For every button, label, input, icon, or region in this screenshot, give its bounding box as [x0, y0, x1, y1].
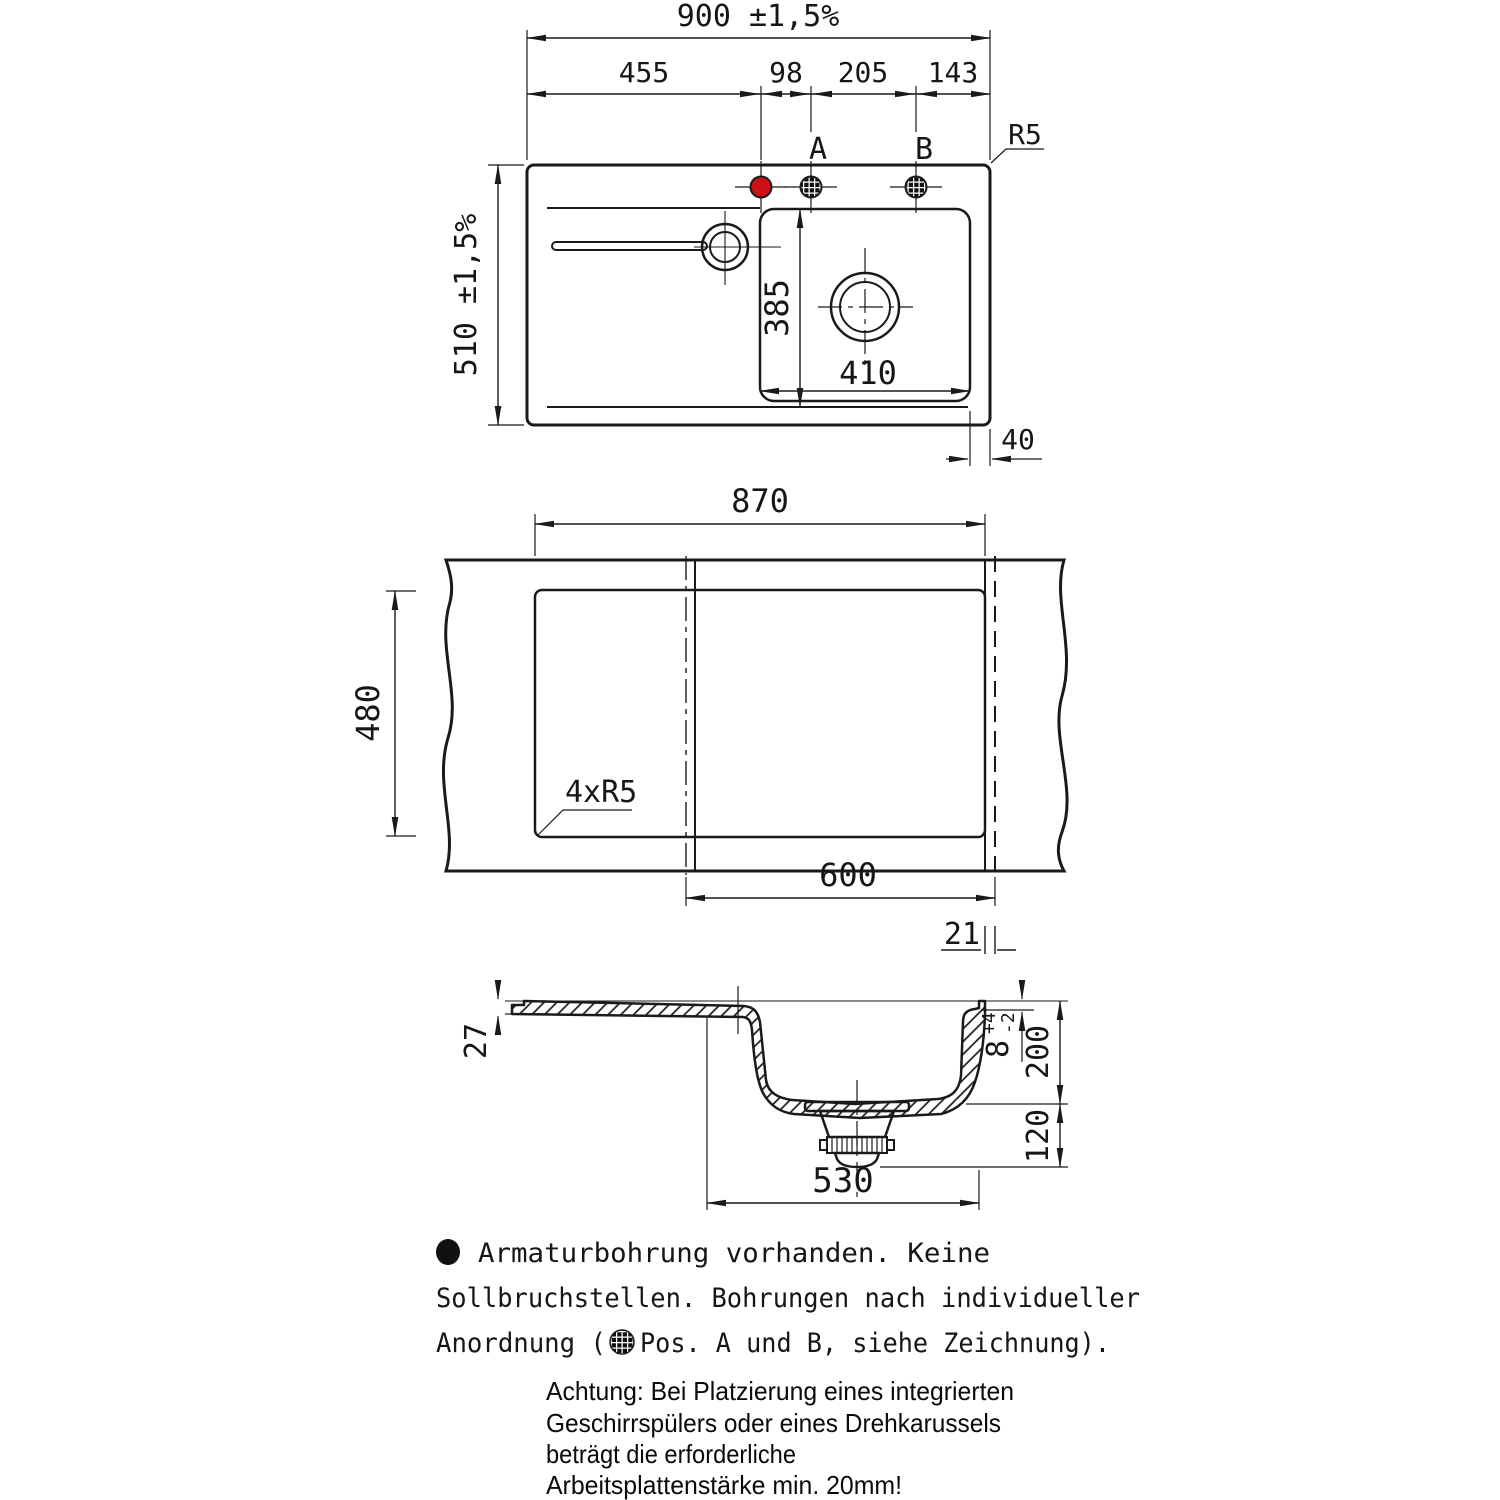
hole-b-label: B [914, 132, 934, 167]
dim-seg-455-label: 455 [618, 56, 670, 89]
dim-ledge-tol-plus: +4 [979, 1012, 1000, 1034]
warning-line4: Arbeitsplattenstärke min. 20mm! [546, 1470, 902, 1500]
warning-line1: Achtung: Bei Platzierung eines integrierten [546, 1376, 1014, 1406]
cutout-corners-leader [537, 810, 632, 836]
dim-ledge-tol-minus: -2 [998, 1012, 1019, 1034]
dim-edge-offset [941, 917, 1016, 954]
drain-nub-right [887, 1140, 894, 1150]
tap-hole-a [785, 161, 837, 213]
dim-right-margin [946, 411, 1042, 466]
filled-hole-icon [436, 1239, 460, 1265]
dim-basin-length-labelgroup [758, 279, 796, 337]
dim-rim-height [459, 980, 520, 1059]
dim-bowl-width-label: 530 [812, 1161, 874, 1201]
faucet [552, 211, 781, 285]
cutout-corners-label: 4xR5 [565, 775, 638, 810]
dim-basin-width-label: 410 [839, 354, 897, 392]
section-material-profile [512, 1001, 985, 1118]
dim-overall-depth-label: 510 ±1,5% [449, 213, 484, 377]
dim-seg-98-label: 98 [769, 56, 803, 89]
tap-hole-red-circle [751, 177, 772, 198]
tap-hole-a-circle [801, 177, 822, 198]
dim-cutout-width-label: 870 [731, 482, 789, 520]
top-view [449, 0, 1044, 466]
dim-edge-offset-label: 21 [943, 917, 980, 952]
tap-hole-red [735, 161, 787, 213]
dim-overall-depth-labelgroup [449, 214, 484, 377]
dim-overall-width-label: 900 ±1,5% [676, 0, 840, 34]
fitting-note-line2: Sollbruchstellen. Bohrungen nach individueller [436, 1283, 1140, 1314]
dim-seg-205-label: 205 [837, 56, 889, 89]
tap-hole-b-circle [906, 177, 927, 198]
section-view [459, 980, 1068, 1210]
dim-seg-143-label: 143 [927, 56, 979, 89]
hole-a-label: A [808, 132, 828, 167]
countertop-outline [443, 560, 1067, 871]
dim-cabinet-width-label: 600 [819, 856, 877, 894]
drain-nub-left [820, 1140, 827, 1150]
dim-cutout-depth-labelgroup [349, 684, 387, 742]
dim-cutout-depth-label: 480 [349, 684, 387, 742]
fitting-note-line3-prefix: Anordnung ( [436, 1328, 606, 1359]
dim-ledge-label: 8 [981, 1039, 1016, 1058]
dim-bowl-depth-label: 200 [1021, 1024, 1056, 1080]
dim-rim-height-label: 27 [459, 1022, 494, 1060]
warning-note [546, 1376, 1014, 1500]
dim-basin-length-label: 385 [758, 279, 796, 337]
warning-line2: Geschirrspülers oder eines Drehkarussels [546, 1408, 1001, 1438]
faucet-lever [552, 242, 707, 250]
fitting-note-line1: Armaturbohrung vorhanden. Keine [478, 1238, 990, 1269]
drain-outlet [818, 248, 913, 366]
fitting-note-line3-suffix: Pos. A und B, siehe Zeichnung). [640, 1328, 1110, 1359]
hatched-hole-icon [610, 1330, 634, 1354]
cutout-view [349, 482, 1067, 954]
corner-radius-leader [991, 149, 1044, 163]
dim-under-drain-label: 120 [1021, 1108, 1056, 1164]
tap-hole-b [890, 161, 942, 213]
fitting-note [436, 1238, 1140, 1359]
dim-right-margin-label: 40 [1001, 423, 1035, 456]
warning-line3: beträgt die erforderliche [546, 1439, 796, 1469]
corner-radius-label: R5 [1008, 118, 1042, 151]
